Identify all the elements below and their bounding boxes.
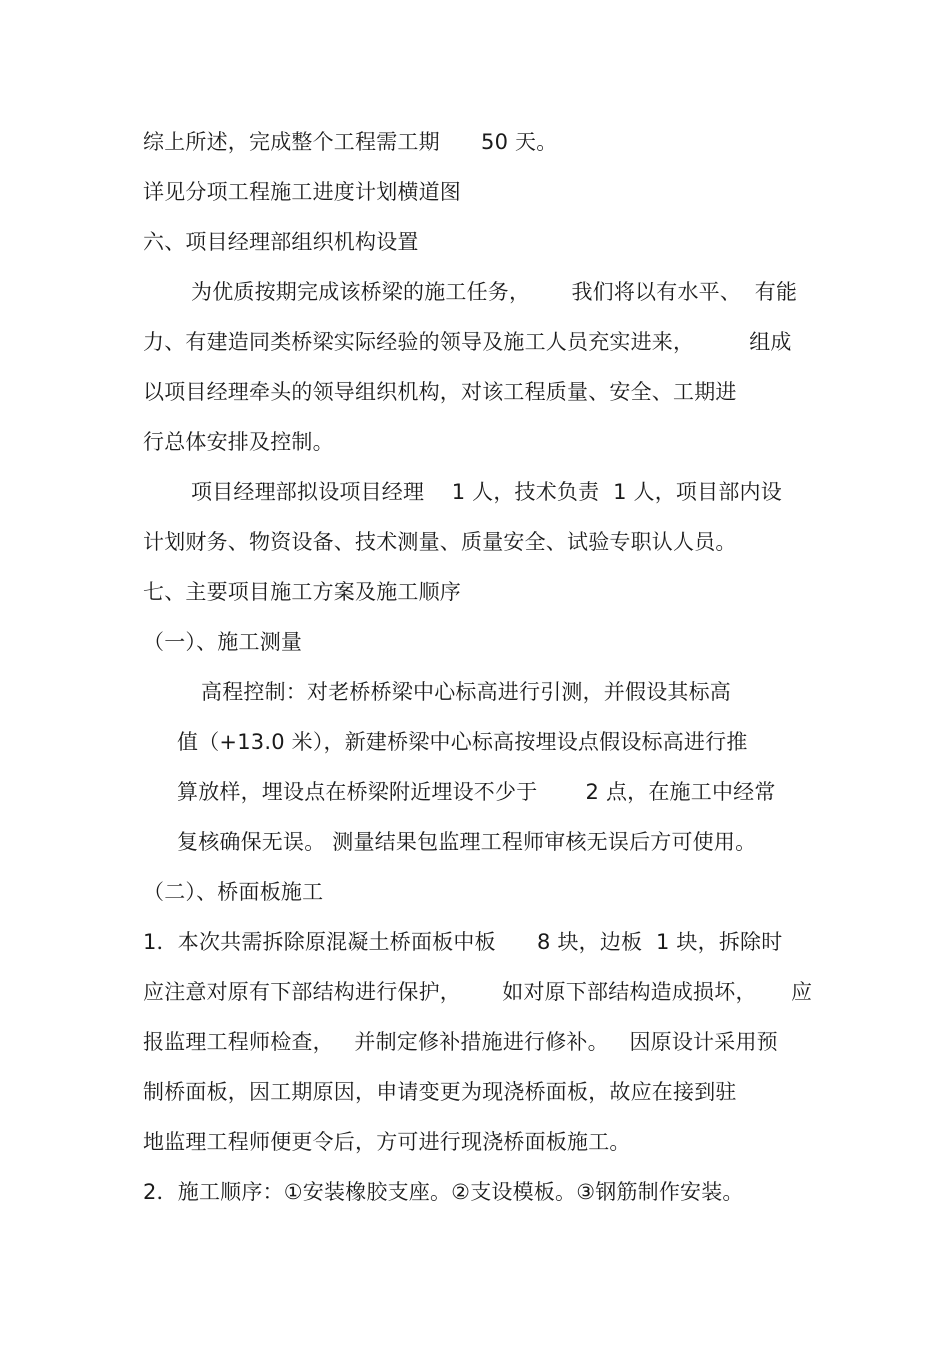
paragraph-line: 复核确保无误。 测量结果包监理工程师审核无误后方可使用。 <box>177 830 757 854</box>
subsection-2-heading: （二）、桥面板施工 <box>143 880 324 904</box>
paragraph-line: 计划财务、物资设备、技术测量、质量安全、试验专职认人员。 <box>143 530 737 554</box>
list-item-2-line: 2．施工顺序：①安装橡胶支座。②支设模板。③钢筋制作安装。 <box>143 1180 744 1204</box>
list-item-1-line: 制桥面板，因工期原因，申请变更为现浇桥面板，故应在接到驻 <box>143 1080 737 1104</box>
paragraph-line: 高程控制：对老桥桥梁中心标高进行引测，并假设其标高 <box>201 680 731 704</box>
subsection-1-heading: （一）、施工测量 <box>143 630 303 654</box>
section-7-heading: 七、主要项目施工方案及施工顺序 <box>143 580 461 604</box>
paragraph-line: 算放样，埋设点在桥梁附近埋设不少于 2 点，在施工中经常 <box>177 780 776 804</box>
list-item-1-line: 报监理工程师检查， 并制定修补措施进行修补。 因原设计采用预 <box>143 1030 778 1054</box>
paragraph-line: 以项目经理牵头的领导组织机构，对该工程质量、安全、工期进 <box>143 380 737 404</box>
paragraph-line: 行总体安排及控制。 <box>143 430 334 454</box>
list-item-1-line: 应注意对原有下部结构进行保护， 如对原下部结构造成损坏， 应 <box>143 980 813 1004</box>
section-6-heading: 六、项目经理部组织机构设置 <box>143 230 419 254</box>
paragraph-line: 力、有建造同类桥梁实际经验的领导及施工人员充实进来， 组成 <box>143 330 792 354</box>
paragraph-line: 项目经理部拟设项目经理 1 人，技术负责 1 人，项目部内设 <box>191 480 782 504</box>
list-item-1-line: 地监理工程师便更令后，方可进行现浇桥面板施工。 <box>143 1130 631 1154</box>
schedule-reference-line: 详见分项工程施工进度计划横道图 <box>143 180 461 204</box>
paragraph-line: 为优质按期完成该桥梁的施工任务， 我们将以有水平、 有能 <box>191 280 798 304</box>
paragraph-line: 值（+13.0 米），新建桥梁中心标高按埋设点假设标高进行推 <box>177 730 748 754</box>
summary-line: 综上所述，完成整个工程需工期 50 天。 <box>143 130 558 154</box>
list-item-1-line: 1．本次共需拆除原混凝土桥面板中板 8 块，边板 1 块，拆除时 <box>143 930 783 954</box>
